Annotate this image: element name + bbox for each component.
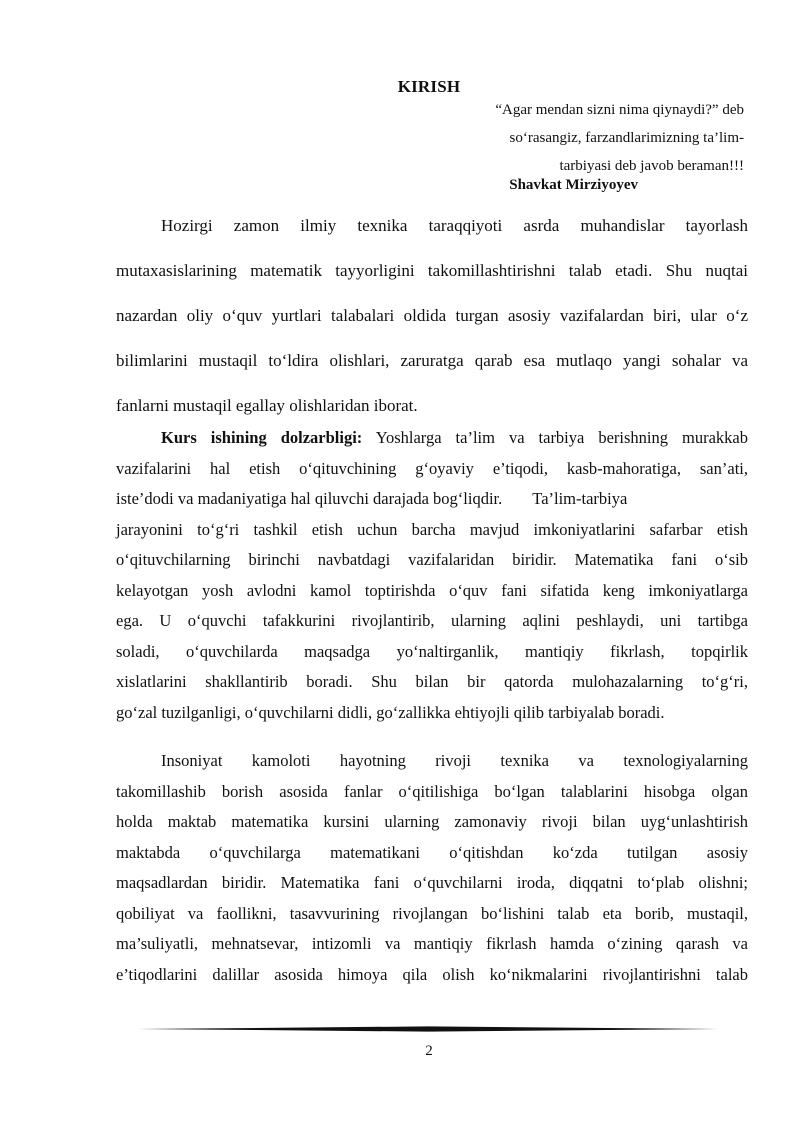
- text-line: kelayotgan yosh avlodni kamol toptirishda o‘quv fani sifatida keng imkoniyatlarga: [116, 580, 748, 600]
- text-line: fanlarni mustaqil egallay olishlaridan iborat.: [116, 396, 418, 415]
- epigraph-line: “Agar mendan sizni nima qiynaydi?” deb: [495, 102, 744, 118]
- text-line: Insoniyat kamoloti hayotning rivoji texnika va texnologiyalarning: [161, 751, 748, 770]
- relevance-lead: Kurs ishining dolzarbligi:: [161, 428, 363, 447]
- intro-paragraph: [116, 203, 748, 428]
- text-line: holda maktab matematika kursini ularning zamonaviy rivoji bilan uyg‘unlashtirish: [116, 812, 748, 831]
- relevance-paragraph: [116, 423, 748, 728]
- text-line: Hozirgi zamon ilmiy texnika taraqqiyoti asrda muhandislar tayorlash: [161, 216, 748, 235]
- text-fragment: Ta’lim-tarbiya: [532, 489, 628, 508]
- text-line: o‘qituvchilarning birinchi navbatdagi vazifalaridan biridir. Matematika fani o‘sib: [116, 550, 748, 569]
- text-line: jarayonini to‘g‘ri tashkil etish uchun barcha mavjud imkoniyatlarini safarbar etish: [116, 519, 748, 539]
- epigraph: [440, 96, 744, 180]
- text-line: qobiliyat va faollikni, tasavvurining rivojlangan bo‘lishini talab eta borib, mustaqil,: [116, 903, 748, 923]
- text-fragment: iste’dodi va madaniyatiga hal qiluvchi darajada bog‘liqdir.: [116, 489, 503, 508]
- text-line: xislatlarini shakllantirib boradi. Shu bilan bir qatorda mulohazalarning to‘g‘ri,: [116, 672, 748, 691]
- text-line: nazardan oliy o‘quv yurtlari talabalari oldida turgan asosiy vazifalardan biri, ular o‘z: [116, 306, 748, 325]
- text-line: [116, 423, 748, 454]
- text-line: e’tiqodlarini dalillar asosida himoya qila olish ko‘nikmalarini rivojlantirishni talab: [116, 964, 748, 984]
- text-line: maqsadlardan biridir. Matematika fani o‘quvchilarni iroda, diqqatni to‘plab olishni;: [116, 873, 748, 892]
- text-fragment: Yoshlarga ta’lim va tarbiya berishning murakkab: [375, 428, 748, 447]
- development-paragraph: [116, 746, 748, 990]
- page-number: 2: [425, 1043, 433, 1059]
- text-line: vazifalarini hal etish o‘qituvchining g‘oyaviy e’tiqodi, kasb-mahoratiga, san’ati,: [116, 458, 748, 478]
- text-line: [116, 484, 748, 515]
- text-line: go‘zal tuzilganligi, o‘quvchilarni didli, go‘zallikka ehtiyojli qilib tarbiyalab boradi.: [116, 702, 665, 722]
- text-line: mutaxasislarining matematik tayyorligini takomillashtirishni talab etadi. Shu nuqtai: [116, 261, 748, 280]
- footer-rule: [138, 1026, 718, 1032]
- section-heading: KIRISH: [397, 77, 461, 96]
- text-line: ma’suliyatli, mehnatsevar, intizomli va mantiqiy fikrlash hamda o‘zining qarash va: [116, 934, 748, 953]
- text-line: soladi, o‘quvchilarda maqsadga yo‘naltirganlik, mantiqiy fikrlash, topqirlik: [116, 641, 748, 661]
- epigraph-line: so‘rasangiz, farzandlarimizning ta’lim-: [509, 130, 744, 146]
- text-line: ega. U o‘quvchi tafakkurini rivojlantirib, ularning aqlini peshlaydi, uni tartibga: [116, 611, 748, 630]
- text-line: maktabda o‘quvchilarga matematikani o‘qitishdan ko‘zda tutilgan asosiy: [116, 842, 748, 862]
- epigraph-line: tarbiyasi deb javob beraman!!!: [559, 158, 744, 174]
- text-line: takomillashib borish asosida fanlar o‘qitilishiga bo‘lgan talablarini hisobga olgan: [116, 781, 748, 801]
- text-line: bilimlarini mustaqil to‘ldira olishlari, zaruratga qarab esa mutlaqo yangi sohalar va: [116, 351, 748, 370]
- epigraph-author: Shavkat Mirziyoyev: [509, 177, 638, 193]
